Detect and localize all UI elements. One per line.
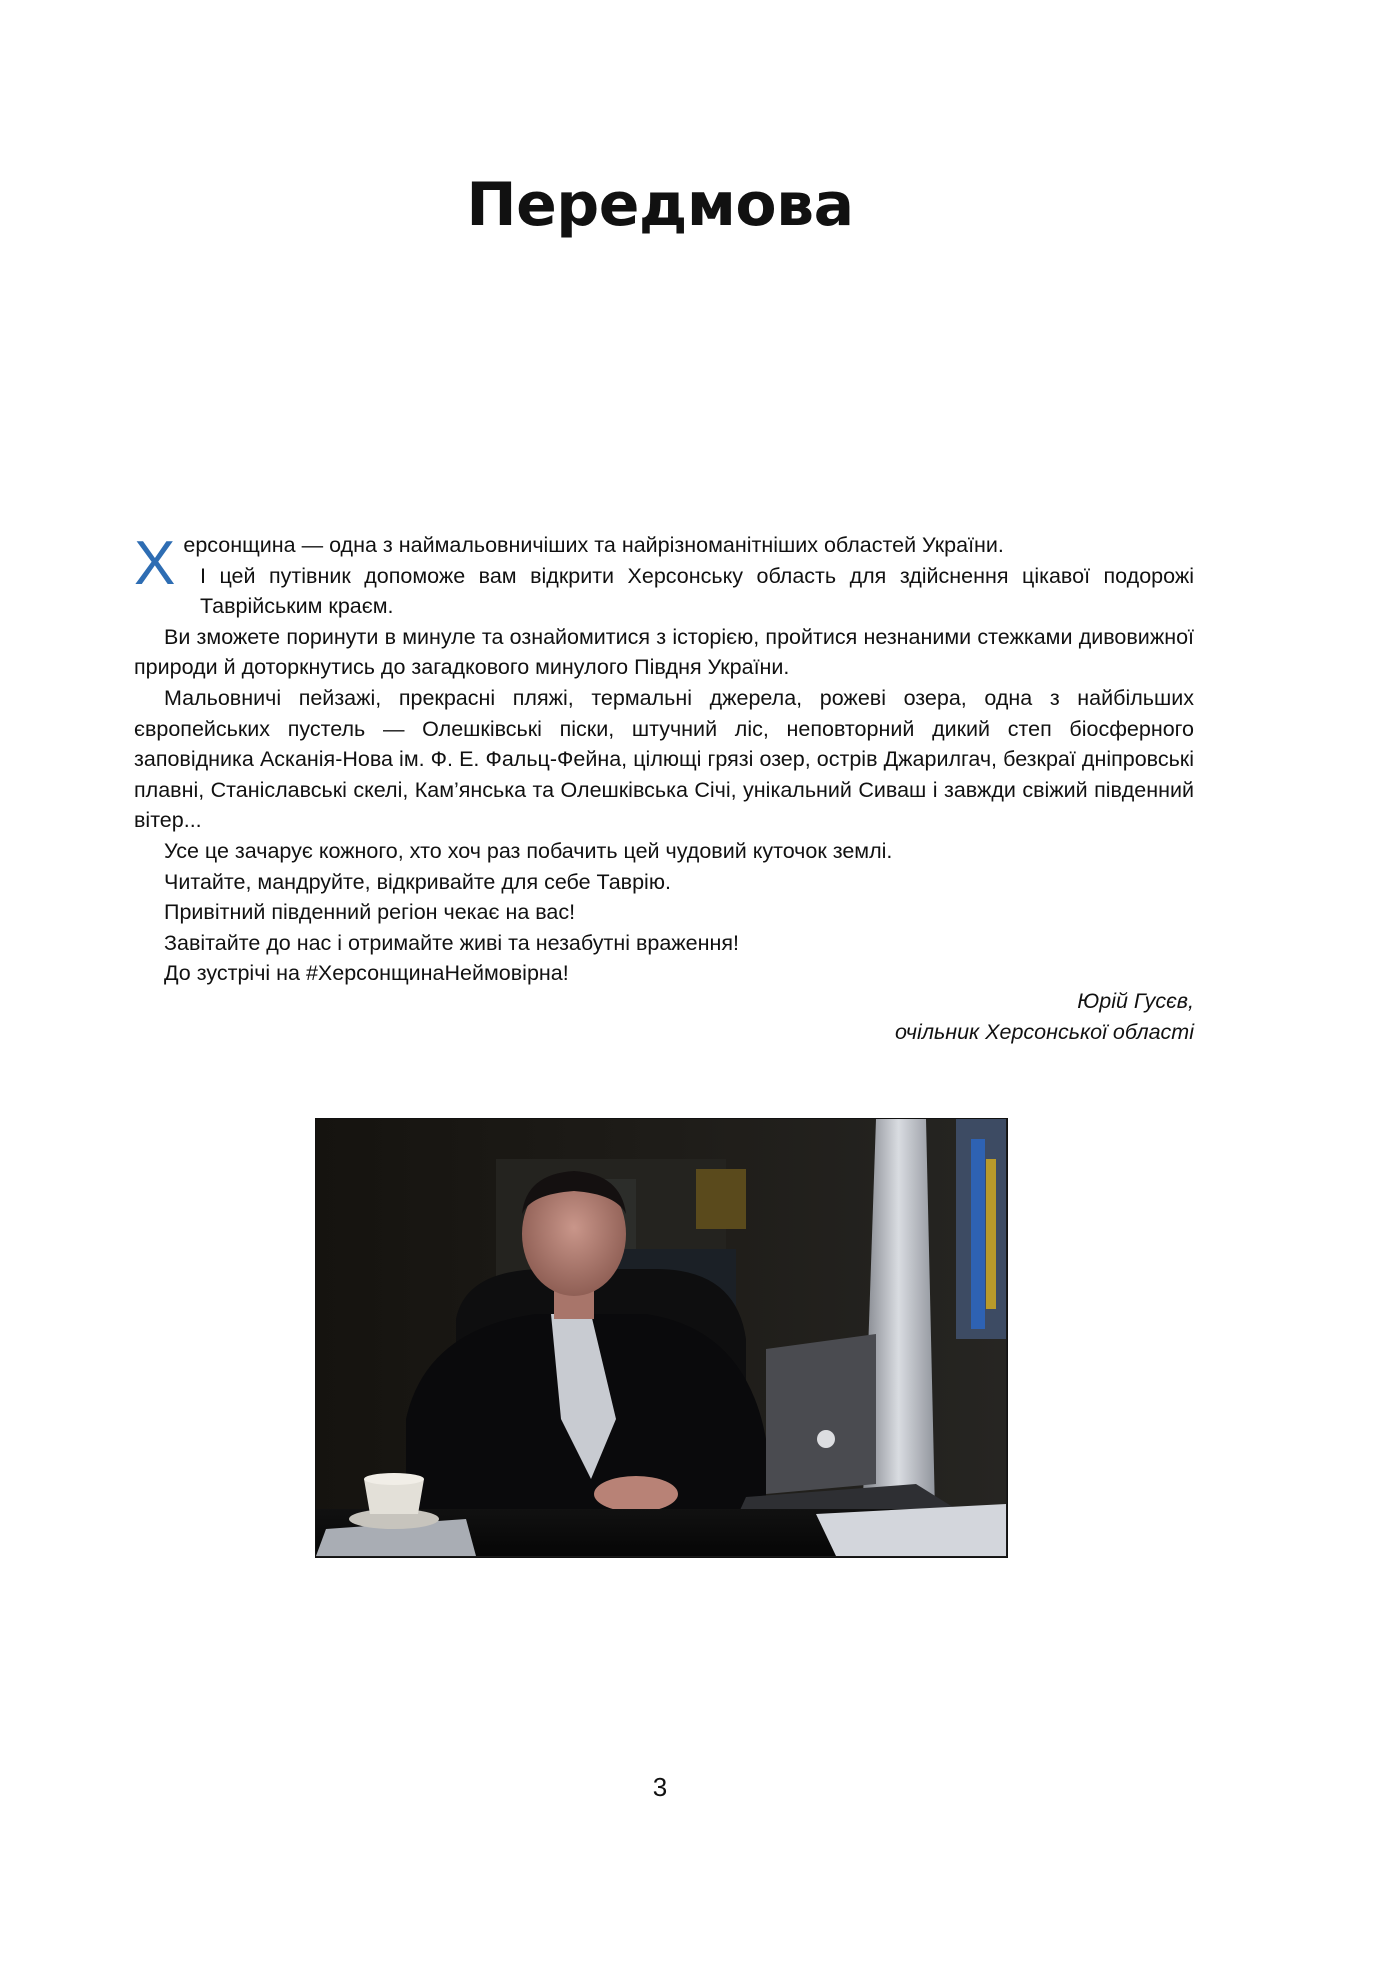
dropcap-letter: Х <box>134 529 176 598</box>
paragraph-4: Мальовничі пейзажі, прекрасні пляжі, термальні джерела, рожеві озера, одна з найбільших європейських пустель — Олешківські піски, штучний ліс, неповторний дикий степ біосферного заповідника Асканія-Нова ім. Ф. Е. Фальц-Фейна, цілющі грязі озер, острів Джарилгач, безкраї дніпровські плавні, Станіславські скелі, Кам’янська та Олешківська Січі, унікальний Сиваш і завжди свіжий південний вітер... <box>134 685 1194 833</box>
page-title: Передмова <box>466 170 854 240</box>
paragraph-9: До зустрічі на #ХерсонщинаНеймовірна! <box>164 961 569 986</box>
page-number: 3 <box>652 1772 668 1802</box>
paragraph-2-text: І цей путівник допоможе вам відкрити Херсонську область для здійснення цікавої подорожі Таврійським краєм. <box>200 563 1194 619</box>
portrait-photo-icon <box>316 1119 1006 1556</box>
paragraph-5: Усе це зачарує кожного, хто хоч раз побачить цей чудовий куточок землі. <box>164 838 893 863</box>
paragraph-7: Привітний південний регіон чекає на вас! <box>164 900 576 925</box>
paragraph-8: Завітайте до нас і отримайте живі та незабутні враження! <box>164 930 739 955</box>
paragraph-3: Ви зможете поринути в минуле та ознайомитися з історією, пройтися незнаними стежками дивовижної природи й доторкнутись до загадкового минулого Півдня України. <box>134 624 1194 680</box>
portrait-photo <box>315 1118 1008 1558</box>
paragraph-2 <box>134 561 1194 622</box>
signature-position: очільник Херсонської області <box>894 1020 1194 1044</box>
paragraph-1-text: ерсонщина — одна з наймальовничіших та найрізноманітніших областей України. <box>183 533 1004 557</box>
signature-name: Юрій Гусєв, <box>1077 989 1194 1013</box>
foreword-body <box>134 530 1194 989</box>
signature <box>895 986 1194 1048</box>
paragraph-6: Читайте, мандруйте, відкривайте для себе Таврію. <box>164 869 671 894</box>
